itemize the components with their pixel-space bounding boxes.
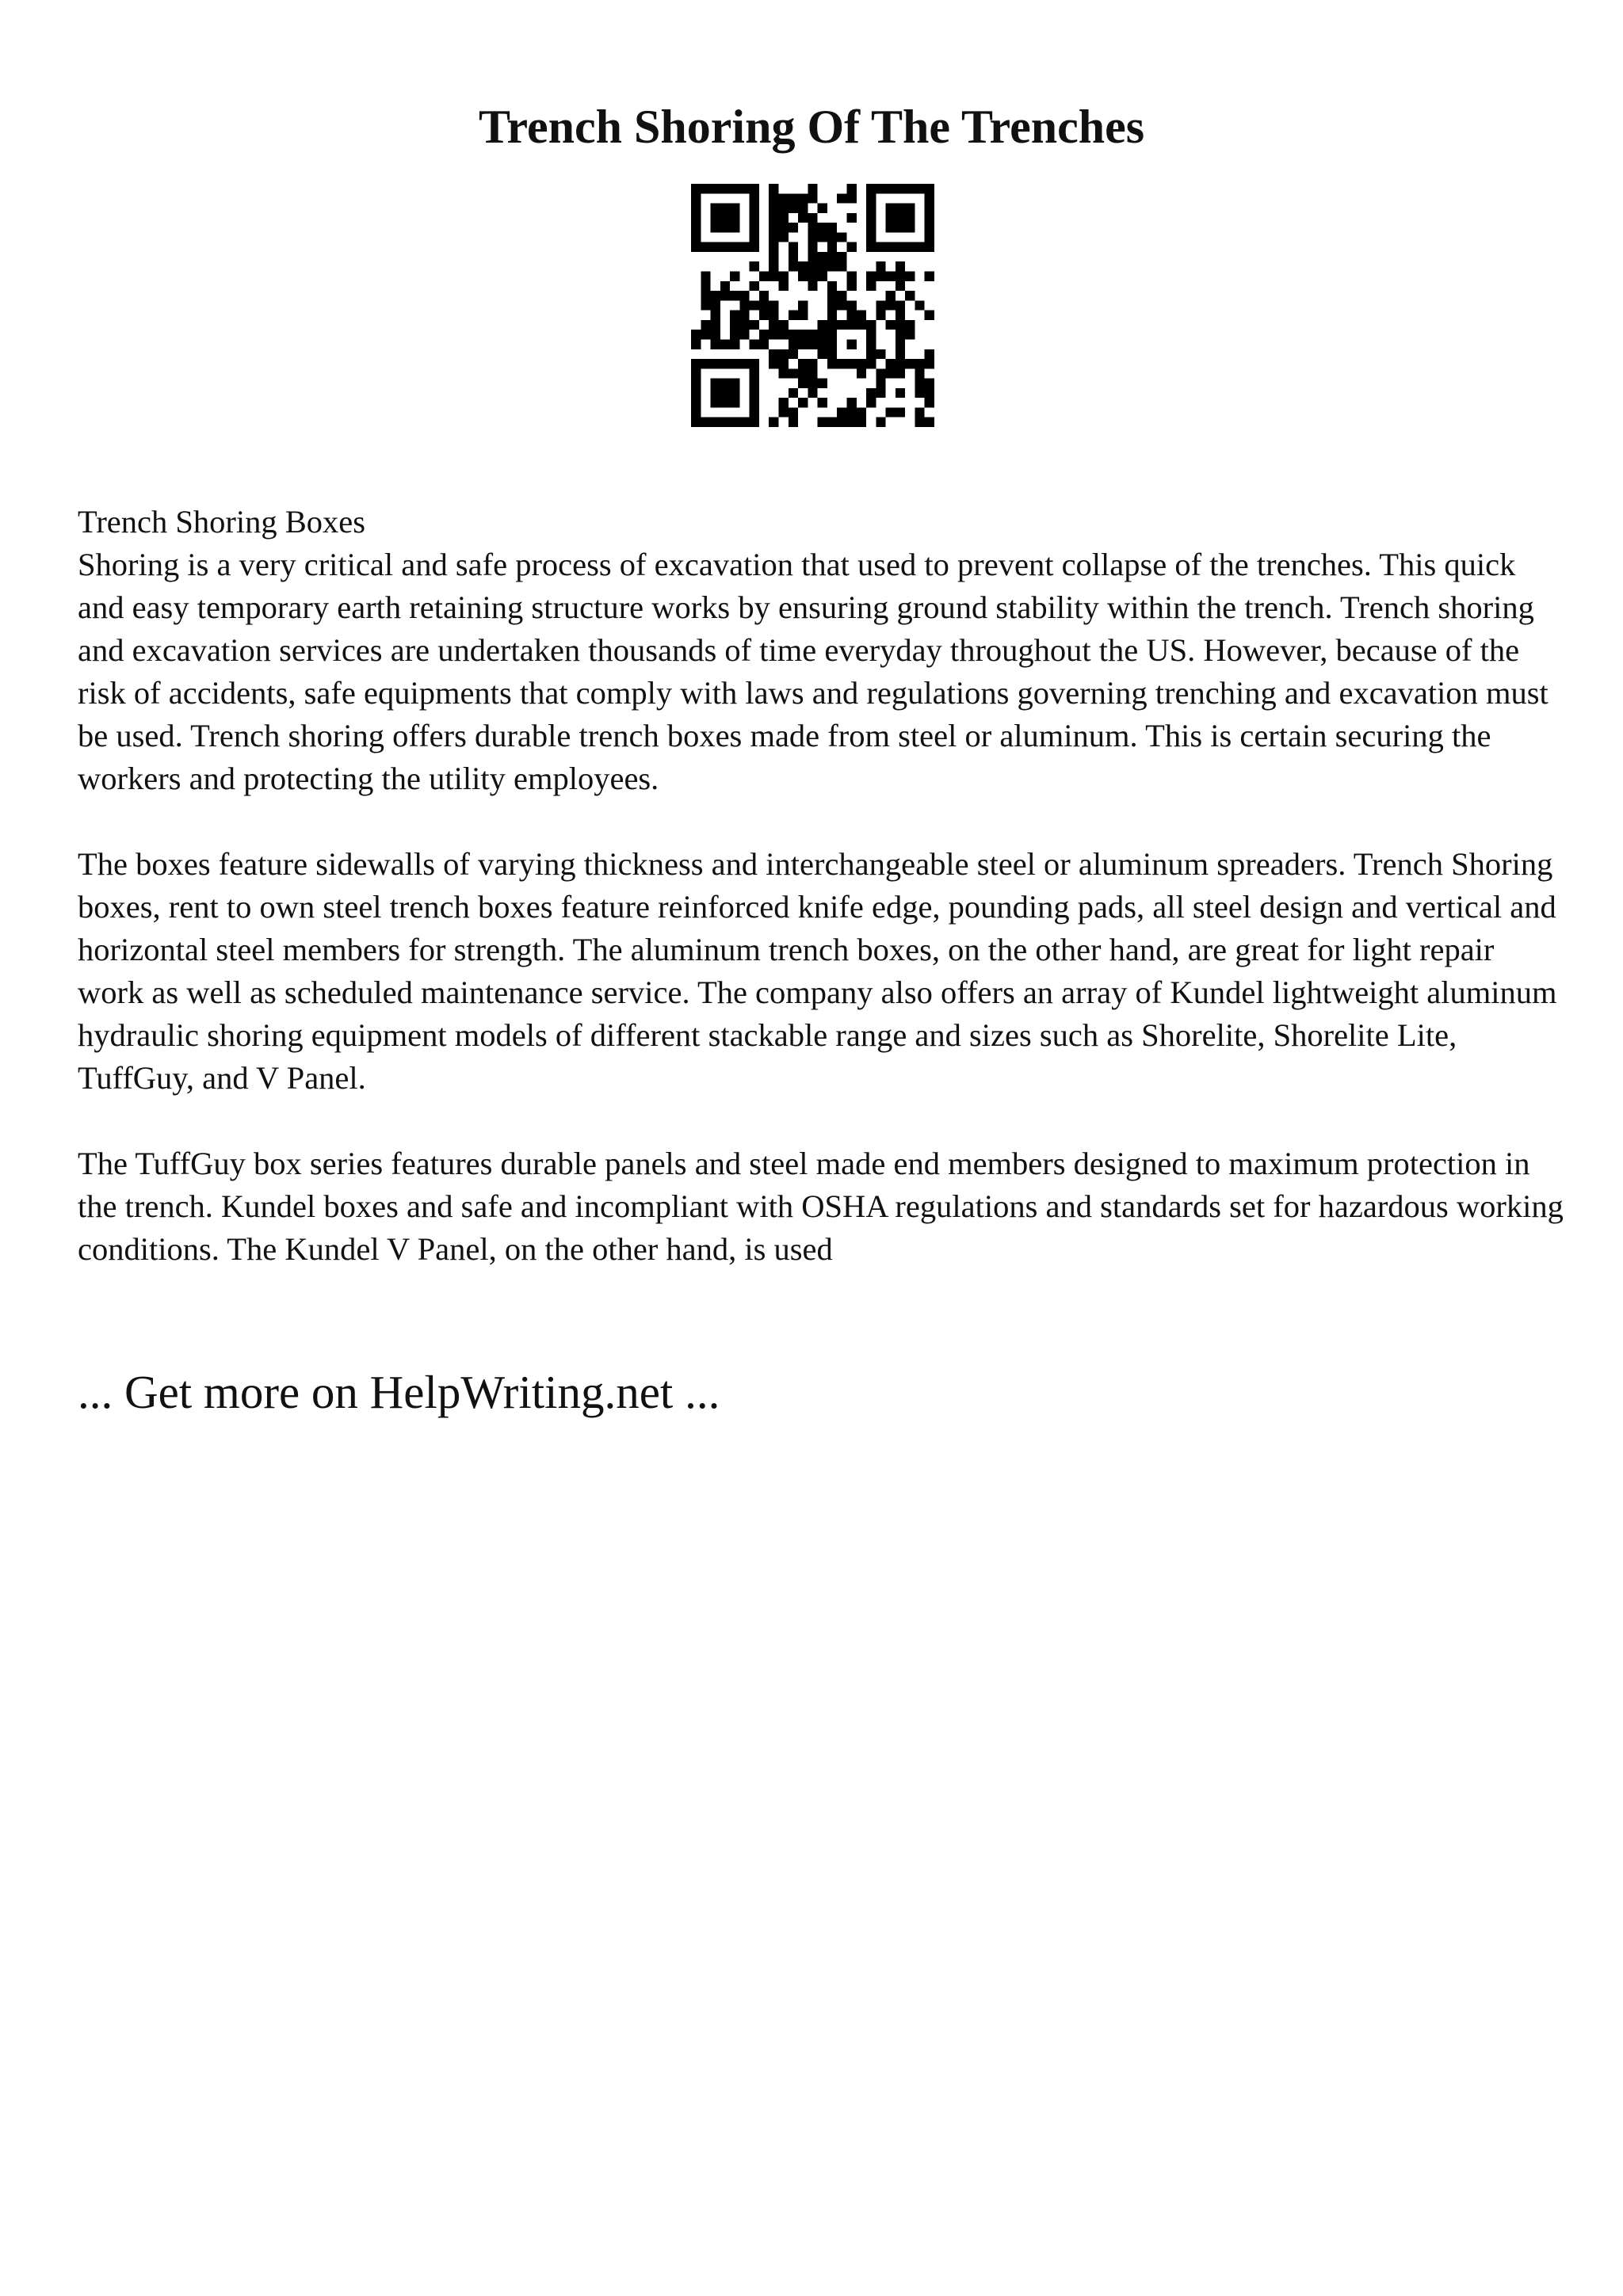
get-more-link[interactable]: ... Get more on HelpWriting.net ... xyxy=(78,1366,720,1418)
section-heading: Trench Shoring Boxes xyxy=(78,504,366,540)
paragraph-2: The boxes feature sidewalls of varying thickness and interchangeable steel or aluminum spreaders. Trench Shoring boxes, rent to own steel trench boxes feature reinforced knife edge, pounding pads, all steel design and vertical and horizontal steel members for strength. The aluminum trench boxes, on the other hand, are great for light repair work as well as scheduled maintenance service. The company also offers an array of Kundel lightweight aluminum hydraulic shoring equipment models of different stackable range and sizes such as Shorelite, Shorelite Lite, TuffGuy, and V Panel. xyxy=(78,846,1557,1096)
qr-code-icon xyxy=(691,184,934,427)
article-body xyxy=(78,501,1568,1314)
qr-code-graphic xyxy=(691,184,934,427)
paragraph-1: Shoring is a very critical and safe process of excavation that used to prevent collapse of the trenches. This quick and easy temporary earth retaining structure works by ensuring ground stability within the trench. Trench shoring and excavation services are undertaken thousands of time everyday throughout the US. However, because of the risk of accidents, safe equipments that comply with laws and regulations governing trenching and excavation must be used. Trench shoring offers durable trench boxes made from steel or aluminum. This is certain securing the workers and protecting the utility employees. xyxy=(78,547,1549,796)
paragraph-3: The TuffGuy box series features durable panels and steel made end members designed to maximum protection in the trench. Kundel boxes and safe and incompliant with OSHA regulations and standards set for hazardous working conditions. The Kundel V Panel, on the other hand, is used xyxy=(78,1146,1564,1267)
page-title: Trench Shoring Of The Trenches xyxy=(478,101,1145,153)
